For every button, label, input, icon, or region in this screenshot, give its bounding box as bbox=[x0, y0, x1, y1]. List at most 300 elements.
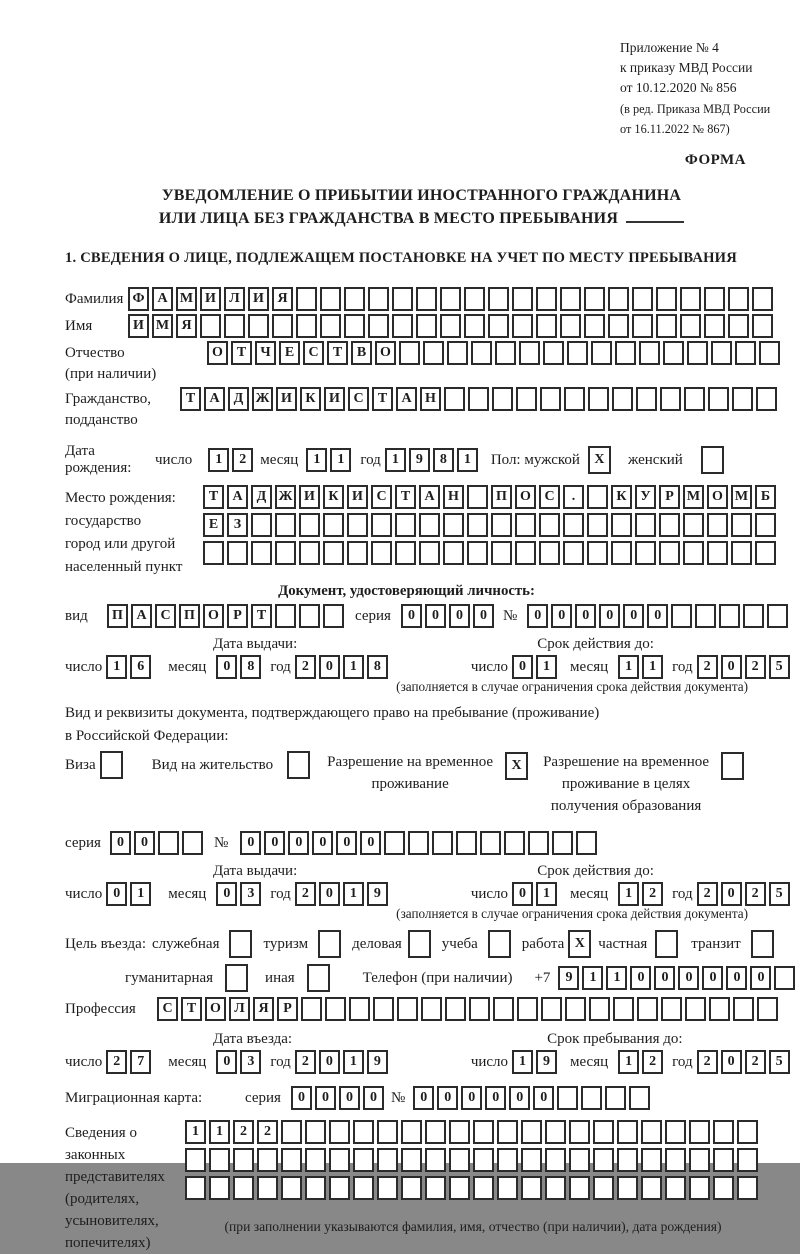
doc-number-cell[interactable] bbox=[719, 604, 740, 628]
firstname-cell[interactable] bbox=[752, 314, 773, 338]
patronymic-cell[interactable]: О bbox=[375, 341, 396, 365]
representative-cell[interactable] bbox=[713, 1148, 734, 1172]
migration-series-cell[interactable]: 0 bbox=[315, 1086, 336, 1110]
representative-cell[interactable] bbox=[713, 1120, 734, 1144]
profession-cell[interactable]: Р bbox=[277, 997, 298, 1021]
doc-number-cell[interactable]: 0 bbox=[551, 604, 572, 628]
birth-year-cell[interactable]: 1 bbox=[457, 448, 478, 472]
patronymic-cell[interactable] bbox=[615, 341, 636, 365]
representative-cell[interactable] bbox=[209, 1148, 230, 1172]
citizenship-cell[interactable] bbox=[732, 387, 753, 411]
doc-type-cell[interactable]: П bbox=[179, 604, 200, 628]
doc-number-cell[interactable]: 0 bbox=[527, 604, 548, 628]
migration-series-cell[interactable]: 0 bbox=[339, 1086, 360, 1110]
firstname-cell[interactable] bbox=[368, 314, 389, 338]
birthplace-cell[interactable]: А bbox=[227, 485, 248, 509]
citizenship-cell[interactable]: Д bbox=[228, 387, 249, 411]
issue-day-cell[interactable]: 6 bbox=[130, 655, 151, 679]
representative-cell[interactable] bbox=[185, 1176, 206, 1200]
surname-cell[interactable] bbox=[632, 287, 653, 311]
representative-cell[interactable] bbox=[569, 1148, 590, 1172]
surname-cell[interactable] bbox=[488, 287, 509, 311]
patronymic-cell[interactable] bbox=[687, 341, 708, 365]
firstname-cell[interactable] bbox=[320, 314, 341, 338]
birthplace-cell[interactable]: К bbox=[323, 485, 344, 509]
citizenship-cell[interactable] bbox=[564, 387, 585, 411]
representative-cell[interactable] bbox=[473, 1176, 494, 1200]
representative-cell[interactable] bbox=[353, 1176, 374, 1200]
birthplace-cell[interactable] bbox=[299, 513, 320, 537]
birthplace-cell[interactable]: И bbox=[299, 485, 320, 509]
representative-cell[interactable] bbox=[257, 1176, 278, 1200]
surname-cell[interactable]: Ф bbox=[128, 287, 149, 311]
birthplace-cell[interactable] bbox=[347, 513, 368, 537]
valid-year-cell[interactable]: 5 bbox=[769, 655, 790, 679]
valid-year-cell[interactable]: 2 bbox=[745, 655, 766, 679]
birthplace-cell[interactable]: Т bbox=[203, 485, 224, 509]
birthplace-cell[interactable]: Е bbox=[203, 513, 224, 537]
surname-cell[interactable] bbox=[344, 287, 365, 311]
phone-digit-cell[interactable]: 0 bbox=[678, 966, 699, 990]
representative-cell[interactable] bbox=[665, 1120, 686, 1144]
patronymic-cell[interactable]: Т bbox=[327, 341, 348, 365]
representative-cell[interactable] bbox=[329, 1148, 350, 1172]
birthplace-cell[interactable] bbox=[659, 513, 680, 537]
birthplace-cell[interactable] bbox=[659, 541, 680, 565]
birthplace-cell[interactable] bbox=[635, 541, 656, 565]
representative-cell[interactable] bbox=[641, 1120, 662, 1144]
citizenship-cell[interactable] bbox=[756, 387, 777, 411]
residence-issue-year-cell[interactable]: 9 bbox=[367, 882, 388, 906]
representative-cell[interactable] bbox=[593, 1148, 614, 1172]
temp-residence-edu-checkbox[interactable] bbox=[721, 752, 744, 780]
residence-issue-year-cell[interactable]: 0 bbox=[319, 882, 340, 906]
representative-cell[interactable] bbox=[617, 1120, 638, 1144]
stay-day-cell[interactable]: 9 bbox=[536, 1050, 557, 1074]
purpose-work-checkbox[interactable]: X bbox=[568, 930, 591, 958]
valid-day-cell[interactable]: 0 bbox=[512, 655, 533, 679]
birthplace-cell[interactable]: С bbox=[371, 485, 392, 509]
stay-year-cell[interactable]: 2 bbox=[745, 1050, 766, 1074]
patronymic-cell[interactable]: Ч bbox=[255, 341, 276, 365]
birthplace-cell[interactable] bbox=[443, 513, 464, 537]
valid-month-cell[interactable]: 1 bbox=[642, 655, 663, 679]
entry-year-cell[interactable]: 2 bbox=[295, 1050, 316, 1074]
valid-year-cell[interactable]: 0 bbox=[721, 655, 742, 679]
entry-year-cell[interactable]: 0 bbox=[319, 1050, 340, 1074]
birthplace-cell[interactable] bbox=[467, 541, 488, 565]
surname-cell[interactable] bbox=[560, 287, 581, 311]
citizenship-cell[interactable]: Н bbox=[420, 387, 441, 411]
representative-cell[interactable] bbox=[401, 1176, 422, 1200]
citizenship-cell[interactable]: Ж bbox=[252, 387, 273, 411]
birthplace-cell[interactable] bbox=[515, 541, 536, 565]
surname-cell[interactable] bbox=[704, 287, 725, 311]
citizenship-cell[interactable]: И bbox=[276, 387, 297, 411]
representative-cell[interactable] bbox=[737, 1148, 758, 1172]
residence-number-cell[interactable]: 0 bbox=[336, 831, 357, 855]
firstname-cell[interactable] bbox=[464, 314, 485, 338]
residence-number-cell[interactable] bbox=[456, 831, 477, 855]
surname-cell[interactable] bbox=[440, 287, 461, 311]
firstname-cell[interactable] bbox=[560, 314, 581, 338]
sex-female-checkbox[interactable] bbox=[701, 446, 724, 474]
issue-year-cell[interactable]: 1 bbox=[343, 655, 364, 679]
birthplace-cell[interactable] bbox=[203, 541, 224, 565]
citizenship-cell[interactable]: Т bbox=[180, 387, 201, 411]
doc-type-cell[interactable]: О bbox=[203, 604, 224, 628]
representative-cell[interactable] bbox=[737, 1176, 758, 1200]
profession-cell[interactable] bbox=[661, 997, 682, 1021]
representative-cell[interactable] bbox=[425, 1148, 446, 1172]
birthplace-cell[interactable] bbox=[515, 513, 536, 537]
profession-cell[interactable] bbox=[469, 997, 490, 1021]
representative-cell[interactable] bbox=[689, 1148, 710, 1172]
residence-number-cell[interactable]: 0 bbox=[288, 831, 309, 855]
entry-day-cell[interactable]: 7 bbox=[130, 1050, 151, 1074]
representative-cell[interactable] bbox=[521, 1176, 542, 1200]
issue-day-cell[interactable]: 1 bbox=[106, 655, 127, 679]
birthplace-cell[interactable] bbox=[563, 513, 584, 537]
birthplace-cell[interactable] bbox=[755, 541, 776, 565]
residence-number-cell[interactable]: 0 bbox=[264, 831, 285, 855]
representative-cell[interactable] bbox=[665, 1148, 686, 1172]
representative-cell[interactable] bbox=[449, 1120, 470, 1144]
birth-month-cell[interactable]: 1 bbox=[306, 448, 327, 472]
profession-cell[interactable] bbox=[733, 997, 754, 1021]
doc-type-cell[interactable]: П bbox=[107, 604, 128, 628]
birthplace-cell[interactable] bbox=[395, 513, 416, 537]
profession-cell[interactable] bbox=[541, 997, 562, 1021]
representative-cell[interactable] bbox=[281, 1148, 302, 1172]
profession-cell[interactable] bbox=[349, 997, 370, 1021]
doc-type-cell[interactable] bbox=[275, 604, 296, 628]
residence-valid-year-cell[interactable]: 0 bbox=[721, 882, 742, 906]
surname-cell[interactable]: М bbox=[176, 287, 197, 311]
issue-year-cell[interactable]: 0 bbox=[319, 655, 340, 679]
migration-number-cell[interactable] bbox=[557, 1086, 578, 1110]
firstname-cell[interactable] bbox=[272, 314, 293, 338]
birthplace-cell[interactable] bbox=[707, 541, 728, 565]
firstname-cell[interactable] bbox=[200, 314, 221, 338]
patronymic-cell[interactable] bbox=[639, 341, 660, 365]
migration-series-cell[interactable]: 0 bbox=[291, 1086, 312, 1110]
representative-cell[interactable] bbox=[401, 1148, 422, 1172]
birthplace-cell[interactable]: Р bbox=[659, 485, 680, 509]
doc-number-cell[interactable]: 0 bbox=[599, 604, 620, 628]
patronymic-cell[interactable] bbox=[471, 341, 492, 365]
stay-month-cell[interactable]: 2 bbox=[642, 1050, 663, 1074]
surname-cell[interactable] bbox=[608, 287, 629, 311]
phone-digit-cell[interactable]: 9 bbox=[558, 966, 579, 990]
patronymic-cell[interactable]: О bbox=[207, 341, 228, 365]
representative-cell[interactable]: 2 bbox=[233, 1120, 254, 1144]
representative-cell[interactable] bbox=[281, 1176, 302, 1200]
profession-cell[interactable] bbox=[445, 997, 466, 1021]
citizenship-cell[interactable] bbox=[636, 387, 657, 411]
surname-cell[interactable]: Л bbox=[224, 287, 245, 311]
residence-number-cell[interactable] bbox=[432, 831, 453, 855]
birthplace-cell[interactable] bbox=[491, 513, 512, 537]
surname-cell[interactable] bbox=[680, 287, 701, 311]
representative-cell[interactable] bbox=[665, 1176, 686, 1200]
birthplace-cell[interactable] bbox=[539, 513, 560, 537]
representative-cell[interactable] bbox=[641, 1176, 662, 1200]
surname-cell[interactable] bbox=[368, 287, 389, 311]
citizenship-cell[interactable] bbox=[468, 387, 489, 411]
phone-digit-cell[interactable]: 0 bbox=[750, 966, 771, 990]
birthplace-cell[interactable] bbox=[539, 541, 560, 565]
surname-cell[interactable] bbox=[656, 287, 677, 311]
representative-cell[interactable] bbox=[353, 1148, 374, 1172]
firstname-cell[interactable] bbox=[728, 314, 749, 338]
firstname-cell[interactable] bbox=[680, 314, 701, 338]
profession-cell[interactable] bbox=[517, 997, 538, 1021]
patronymic-cell[interactable]: С bbox=[303, 341, 324, 365]
surname-cell[interactable] bbox=[512, 287, 533, 311]
representative-cell[interactable] bbox=[569, 1176, 590, 1200]
birthplace-cell[interactable] bbox=[323, 513, 344, 537]
representative-cell[interactable] bbox=[449, 1176, 470, 1200]
representative-cell[interactable]: 2 bbox=[257, 1120, 278, 1144]
residence-number-cell[interactable] bbox=[408, 831, 429, 855]
patronymic-cell[interactable] bbox=[423, 341, 444, 365]
representative-cell[interactable] bbox=[425, 1176, 446, 1200]
residence-number-cell[interactable] bbox=[480, 831, 501, 855]
profession-cell[interactable] bbox=[685, 997, 706, 1021]
birth-day-cell[interactable]: 2 bbox=[232, 448, 253, 472]
representative-cell[interactable] bbox=[497, 1148, 518, 1172]
patronymic-cell[interactable] bbox=[495, 341, 516, 365]
patronymic-cell[interactable] bbox=[711, 341, 732, 365]
representative-cell[interactable] bbox=[689, 1120, 710, 1144]
residence-issue-year-cell[interactable]: 1 bbox=[343, 882, 364, 906]
surname-cell[interactable]: А bbox=[152, 287, 173, 311]
representative-cell[interactable] bbox=[593, 1120, 614, 1144]
firstname-cell[interactable] bbox=[704, 314, 725, 338]
surname-cell[interactable] bbox=[416, 287, 437, 311]
representative-cell[interactable] bbox=[521, 1148, 542, 1172]
representative-cell[interactable] bbox=[617, 1148, 638, 1172]
representative-cell[interactable] bbox=[257, 1148, 278, 1172]
birthplace-cell[interactable]: У bbox=[635, 485, 656, 509]
citizenship-cell[interactable]: Т bbox=[372, 387, 393, 411]
profession-cell[interactable] bbox=[565, 997, 586, 1021]
citizenship-cell[interactable]: К bbox=[300, 387, 321, 411]
doc-number-cell[interactable]: 0 bbox=[575, 604, 596, 628]
firstname-cell[interactable] bbox=[584, 314, 605, 338]
valid-month-cell[interactable]: 1 bbox=[618, 655, 639, 679]
doc-series-cell[interactable]: 0 bbox=[473, 604, 494, 628]
birthplace-cell[interactable]: О bbox=[515, 485, 536, 509]
surname-cell[interactable]: И bbox=[248, 287, 269, 311]
residence-number-cell[interactable]: 0 bbox=[312, 831, 333, 855]
residence-number-cell[interactable]: 0 bbox=[240, 831, 261, 855]
residence-series-cell[interactable]: 0 bbox=[110, 831, 131, 855]
representative-cell[interactable] bbox=[593, 1176, 614, 1200]
purpose-commercial-checkbox[interactable] bbox=[408, 930, 431, 958]
firstname-cell[interactable] bbox=[392, 314, 413, 338]
surname-cell[interactable] bbox=[728, 287, 749, 311]
residence-valid-month-cell[interactable]: 2 bbox=[642, 882, 663, 906]
representative-cell[interactable] bbox=[545, 1120, 566, 1144]
birthplace-cell[interactable] bbox=[635, 513, 656, 537]
representative-cell[interactable] bbox=[497, 1176, 518, 1200]
birth-year-cell[interactable]: 8 bbox=[433, 448, 454, 472]
birthplace-cell[interactable] bbox=[611, 513, 632, 537]
residence-valid-day-cell[interactable]: 0 bbox=[512, 882, 533, 906]
representative-cell[interactable] bbox=[569, 1120, 590, 1144]
birthplace-cell[interactable] bbox=[467, 485, 488, 509]
residence-valid-month-cell[interactable]: 1 bbox=[618, 882, 639, 906]
birthplace-cell[interactable] bbox=[587, 485, 608, 509]
issue-month-cell[interactable]: 0 bbox=[216, 655, 237, 679]
migration-number-cell[interactable] bbox=[605, 1086, 626, 1110]
surname-cell[interactable] bbox=[464, 287, 485, 311]
migration-number-cell[interactable]: 0 bbox=[413, 1086, 434, 1110]
birthplace-cell[interactable] bbox=[395, 541, 416, 565]
residence-issue-day-cell[interactable]: 1 bbox=[130, 882, 151, 906]
representative-cell[interactable] bbox=[545, 1176, 566, 1200]
purpose-tourism-checkbox[interactable] bbox=[318, 930, 341, 958]
citizenship-cell[interactable] bbox=[588, 387, 609, 411]
surname-cell[interactable] bbox=[752, 287, 773, 311]
phone-digit-cell[interactable]: 1 bbox=[582, 966, 603, 990]
residence-valid-year-cell[interactable]: 5 bbox=[769, 882, 790, 906]
doc-number-cell[interactable] bbox=[767, 604, 788, 628]
doc-number-cell[interactable] bbox=[743, 604, 764, 628]
birthplace-cell[interactable] bbox=[443, 541, 464, 565]
birthplace-cell[interactable]: Б bbox=[755, 485, 776, 509]
surname-cell[interactable] bbox=[296, 287, 317, 311]
citizenship-cell[interactable] bbox=[612, 387, 633, 411]
residence-issue-year-cell[interactable]: 2 bbox=[295, 882, 316, 906]
purpose-private-checkbox[interactable] bbox=[655, 930, 678, 958]
representative-cell[interactable] bbox=[473, 1120, 494, 1144]
representative-cell[interactable] bbox=[209, 1176, 230, 1200]
stay-year-cell[interactable]: 0 bbox=[721, 1050, 742, 1074]
migration-number-cell[interactable] bbox=[629, 1086, 650, 1110]
entry-day-cell[interactable]: 2 bbox=[106, 1050, 127, 1074]
birthplace-cell[interactable] bbox=[323, 541, 344, 565]
patronymic-cell[interactable] bbox=[591, 341, 612, 365]
firstname-cell[interactable] bbox=[488, 314, 509, 338]
patronymic-cell[interactable]: Т bbox=[231, 341, 252, 365]
representative-cell[interactable] bbox=[305, 1120, 326, 1144]
doc-series-cell[interactable]: 0 bbox=[449, 604, 470, 628]
birthplace-cell[interactable]: Н bbox=[443, 485, 464, 509]
birthplace-cell[interactable]: И bbox=[347, 485, 368, 509]
surname-cell[interactable] bbox=[536, 287, 557, 311]
citizenship-cell[interactable]: А bbox=[396, 387, 417, 411]
entry-month-cell[interactable]: 3 bbox=[240, 1050, 261, 1074]
representative-cell[interactable] bbox=[329, 1120, 350, 1144]
patronymic-cell[interactable]: В bbox=[351, 341, 372, 365]
citizenship-cell[interactable] bbox=[708, 387, 729, 411]
birthplace-cell[interactable]: Д bbox=[251, 485, 272, 509]
representative-cell[interactable] bbox=[737, 1120, 758, 1144]
birthplace-cell[interactable]: К bbox=[611, 485, 632, 509]
stay-day-cell[interactable]: 1 bbox=[512, 1050, 533, 1074]
phone-digit-cell[interactable]: 0 bbox=[726, 966, 747, 990]
representative-cell[interactable] bbox=[497, 1120, 518, 1144]
profession-cell[interactable]: Т bbox=[181, 997, 202, 1021]
purpose-study-checkbox[interactable] bbox=[488, 930, 511, 958]
birthplace-cell[interactable] bbox=[587, 513, 608, 537]
birthplace-cell[interactable] bbox=[419, 513, 440, 537]
doc-number-cell[interactable] bbox=[695, 604, 716, 628]
doc-type-cell[interactable]: А bbox=[131, 604, 152, 628]
birthplace-cell[interactable] bbox=[419, 541, 440, 565]
birthplace-cell[interactable]: П bbox=[491, 485, 512, 509]
birthplace-cell[interactable] bbox=[275, 541, 296, 565]
entry-year-cell[interactable]: 9 bbox=[367, 1050, 388, 1074]
residence-issue-day-cell[interactable]: 0 bbox=[106, 882, 127, 906]
patronymic-cell[interactable] bbox=[399, 341, 420, 365]
birthplace-cell[interactable] bbox=[299, 541, 320, 565]
profession-cell[interactable]: Л bbox=[229, 997, 250, 1021]
residence-permit-checkbox[interactable] bbox=[287, 751, 310, 779]
migration-number-cell[interactable]: 0 bbox=[533, 1086, 554, 1110]
profession-cell[interactable] bbox=[637, 997, 658, 1021]
birthplace-cell[interactable] bbox=[587, 541, 608, 565]
citizenship-cell[interactable]: С bbox=[348, 387, 369, 411]
patronymic-cell[interactable] bbox=[447, 341, 468, 365]
birthplace-cell[interactable] bbox=[251, 513, 272, 537]
phone-digit-cell[interactable] bbox=[774, 966, 795, 990]
doc-type-cell[interactable]: С bbox=[155, 604, 176, 628]
citizenship-cell[interactable] bbox=[492, 387, 513, 411]
residence-number-cell[interactable]: 0 bbox=[360, 831, 381, 855]
profession-cell[interactable] bbox=[757, 997, 778, 1021]
representative-cell[interactable] bbox=[545, 1148, 566, 1172]
profession-cell[interactable] bbox=[325, 997, 346, 1021]
surname-cell[interactable]: Я bbox=[272, 287, 293, 311]
stay-year-cell[interactable]: 2 bbox=[697, 1050, 718, 1074]
patronymic-cell[interactable] bbox=[759, 341, 780, 365]
stay-month-cell[interactable]: 1 bbox=[618, 1050, 639, 1074]
representative-cell[interactable] bbox=[641, 1148, 662, 1172]
citizenship-cell[interactable] bbox=[516, 387, 537, 411]
birthplace-cell[interactable] bbox=[683, 541, 704, 565]
phone-digit-cell[interactable]: 0 bbox=[630, 966, 651, 990]
issue-year-cell[interactable]: 8 bbox=[367, 655, 388, 679]
residence-series-cell[interactable] bbox=[158, 831, 179, 855]
representative-cell[interactable] bbox=[449, 1148, 470, 1172]
surname-cell[interactable] bbox=[584, 287, 605, 311]
migration-number-cell[interactable]: 0 bbox=[461, 1086, 482, 1110]
residence-number-cell[interactable] bbox=[528, 831, 549, 855]
sex-male-checkbox[interactable]: X bbox=[588, 446, 611, 474]
representative-cell[interactable] bbox=[401, 1120, 422, 1144]
doc-type-cell[interactable] bbox=[299, 604, 320, 628]
birthplace-cell[interactable]: З bbox=[227, 513, 248, 537]
phone-digit-cell[interactable]: 0 bbox=[702, 966, 723, 990]
birthplace-cell[interactable]: М bbox=[683, 485, 704, 509]
residence-series-cell[interactable] bbox=[182, 831, 203, 855]
patronymic-cell[interactable] bbox=[567, 341, 588, 365]
doc-number-cell[interactable] bbox=[671, 604, 692, 628]
birth-year-cell[interactable]: 9 bbox=[409, 448, 430, 472]
citizenship-cell[interactable]: А bbox=[204, 387, 225, 411]
birthplace-cell[interactable] bbox=[491, 541, 512, 565]
surname-cell[interactable]: И bbox=[200, 287, 221, 311]
profession-cell[interactable]: С bbox=[157, 997, 178, 1021]
firstname-cell[interactable] bbox=[224, 314, 245, 338]
migration-series-cell[interactable]: 0 bbox=[363, 1086, 384, 1110]
birthplace-cell[interactable] bbox=[683, 513, 704, 537]
migration-number-cell[interactable]: 0 bbox=[509, 1086, 530, 1110]
